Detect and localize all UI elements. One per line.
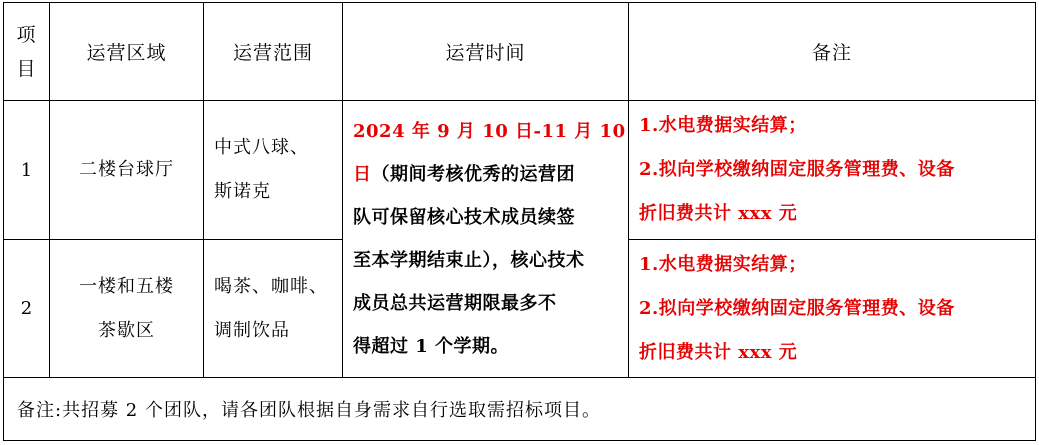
time-line: 至本学期结束止），核心技术 — [353, 250, 585, 271]
footer-note: 备注:共招募 2 个团队，请各团队根据自身需求自行选取需招标项目。 — [4, 378, 1036, 441]
time-period-red-end: 日 — [353, 164, 372, 185]
header-area: 运营区域 — [50, 3, 204, 101]
row-notes — [629, 101, 1036, 240]
footer-row — [4, 378, 1036, 441]
note-line: 折旧费共计 xxx 元 — [639, 341, 798, 363]
time-line: （期间考核优秀的运营团 — [371, 164, 575, 185]
area-line: 茶歇区 — [98, 319, 155, 341]
time-line: 得超过 1 个学期。 — [353, 336, 510, 357]
note-line: 1.水电费据实结算； — [639, 253, 807, 275]
header-note: 备注 — [629, 3, 1036, 101]
note-line: 2.拟向学校缴纳固定服务管理费、设备 — [639, 297, 955, 319]
operating-time — [343, 101, 629, 378]
operating-scope — [204, 240, 343, 378]
header-time: 运营时间 — [343, 3, 629, 101]
note-line: 折旧费共计 xxx 元 — [639, 203, 798, 224]
header-item — [4, 3, 50, 101]
table-row — [4, 101, 1036, 240]
time-period-red: 2024 年 9 月 10 日-11 月 10 — [353, 121, 626, 142]
note-line: 2.拟向学校缴纳固定服务管理费、设备 — [639, 159, 955, 180]
tender-table-container — [3, 2, 1035, 442]
note-line: 1.水电费据实结算； — [639, 115, 807, 136]
row-notes — [629, 240, 1036, 378]
time-line: 成员总共运营期限最多不 — [353, 293, 557, 314]
area-line: 一楼和五楼 — [79, 275, 174, 297]
header-scope: 运营范围 — [204, 3, 343, 101]
header-row — [4, 3, 1036, 101]
row-number: 1 — [4, 101, 50, 240]
scope-line: 中式八球、 — [214, 137, 309, 158]
scope-line: 斯诺克 — [214, 181, 271, 202]
scope-line: 调制饮品 — [214, 319, 290, 341]
header-item-char-2: 目 — [16, 57, 37, 80]
time-line: 队可保留核心技术成员续签 — [353, 207, 575, 228]
area-line: 二楼台球厅 — [79, 159, 174, 180]
tender-table — [3, 2, 1036, 441]
scope-line: 喝茶、咖啡、 — [214, 275, 328, 297]
row-number: 2 — [4, 240, 50, 378]
operating-scope — [204, 101, 343, 240]
operating-area — [50, 240, 204, 378]
header-item-char-1: 项 — [16, 23, 37, 46]
operating-area — [50, 101, 204, 240]
